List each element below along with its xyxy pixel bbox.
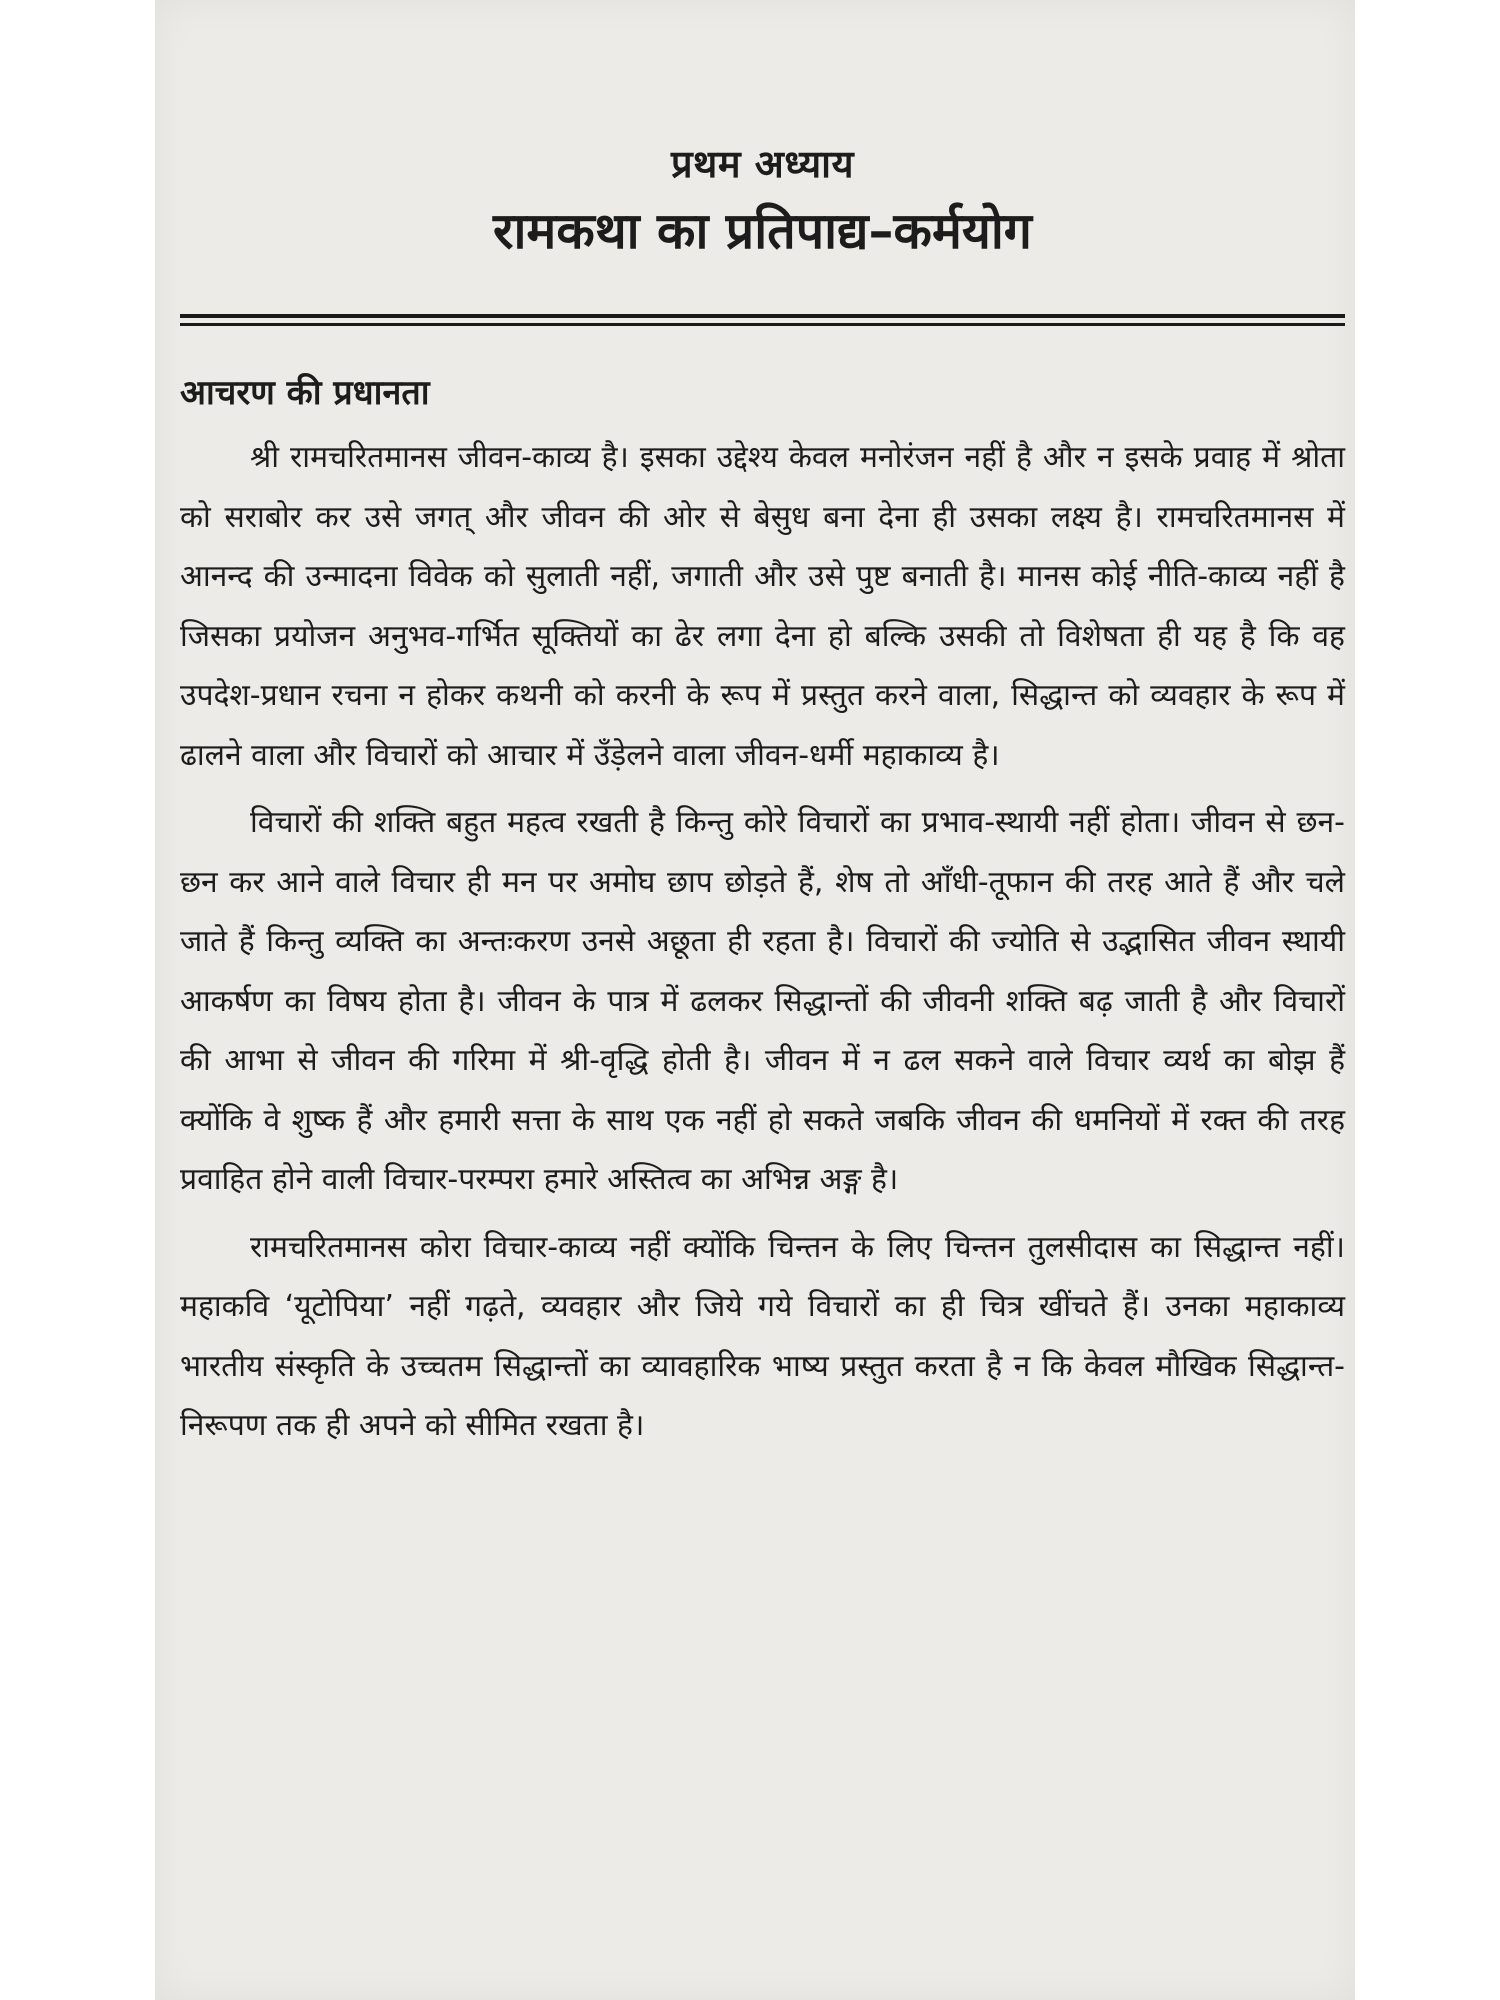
page-content <box>180 138 1345 1456</box>
title-divider <box>180 314 1345 326</box>
chapter-title: रामकथा का प्रतिपाद्य–कर्मयोग <box>493 202 1032 260</box>
book-page <box>155 0 1355 2000</box>
paragraph-1: श्री रामचरितमानस जीवन-काव्य है। इसका उद्देश्य केवल मनोरंजन नहीं है और न इसके प्रवाह में श्रोता को सराबोर कर उसे जगत् और जीवन की ओर से बेसुध बना देना ही उसका लक्ष्य है। रामचरितमानस में आनन्द की उन्मादना विवेक को सुलाती नहीं, जगाती और उसे पुष्ट बनाती है। मानस कोई नीति-काव्य नहीं है जिसका प्रयोजन अनुभव-गर्भित सूक्तियों का ढेर लगा देना हो बल्कि उसकी तो विशेषता ही यह है कि वह उपदेश-प्रधान रचना न होकर कथनी को करनी के रूप में प्रस्तुत करने वाला, सिद्धान्त को व्यवहार के रूप में ढालने वाला और विचारों को आचार में उँड़ेलने वाला जीवन-धर्मी महाकाव्य है। <box>180 440 1345 773</box>
paragraph-3: रामचरितमानस कोरा विचार-काव्य नहीं क्योंकि चिन्तन के लिए चिन्तन तुलसीदास का सिद्धान्त नहीं। महाकवि ‘यूटोपिया’ नहीं गढ़ते, व्यवहार और जिये गये विचारों का ही चित्र खींचते हैं। उनका महाकाव्य भारतीय संस्कृति के उच्चतम सिद्धान्तों का व्यावहारिक भाष्य प्रस्तुत करता है न कि केवल मौखिक सिद्धान्त-निरूपण तक ही अपने को सीमित रखता है। <box>180 1229 1345 1443</box>
paragraph-2: विचारों की शक्ति बहुत महत्व रखती है किन्तु कोरे विचारों का प्रभाव-स्थायी नहीं होता। जीवन से छन-छन कर आने वाले विचार ही मन पर अमोघ छाप छोड़ते हैं, शेष तो आँधी-तूफान की तरह आते हैं और चले जाते हैं किन्तु व्यक्ति का अन्तःकरण उनसे अछूता ही रहता है। विचारों की ज्योति से उद्भासित जीवन स्थायी आकर्षण का विषय होता है। जीवन के पात्र में ढलकर सिद्धान्तों की जीवनी शक्ति बढ़ जाती है और विचारों की आभा से जीवन की गरिमा में श्री-वृद्धि होती है। जीवन में न ढल सकने वाले विचार व्यर्थ का बोझ हैं क्योंकि वे शुष्क हैं और हमारी सत्ता के साथ एक नहीं हो सकते जबकि जीवन की धमनियों में रक्त की तरह प्रवाहित होने वाली विचार-परम्परा हमारे अस्तित्व का अभिन्न अङ्ग है। <box>180 805 1345 1197</box>
section-heading: आचरण की प्रधानता <box>180 373 430 413</box>
chapter-label: प्रथम अध्याय <box>670 142 855 186</box>
